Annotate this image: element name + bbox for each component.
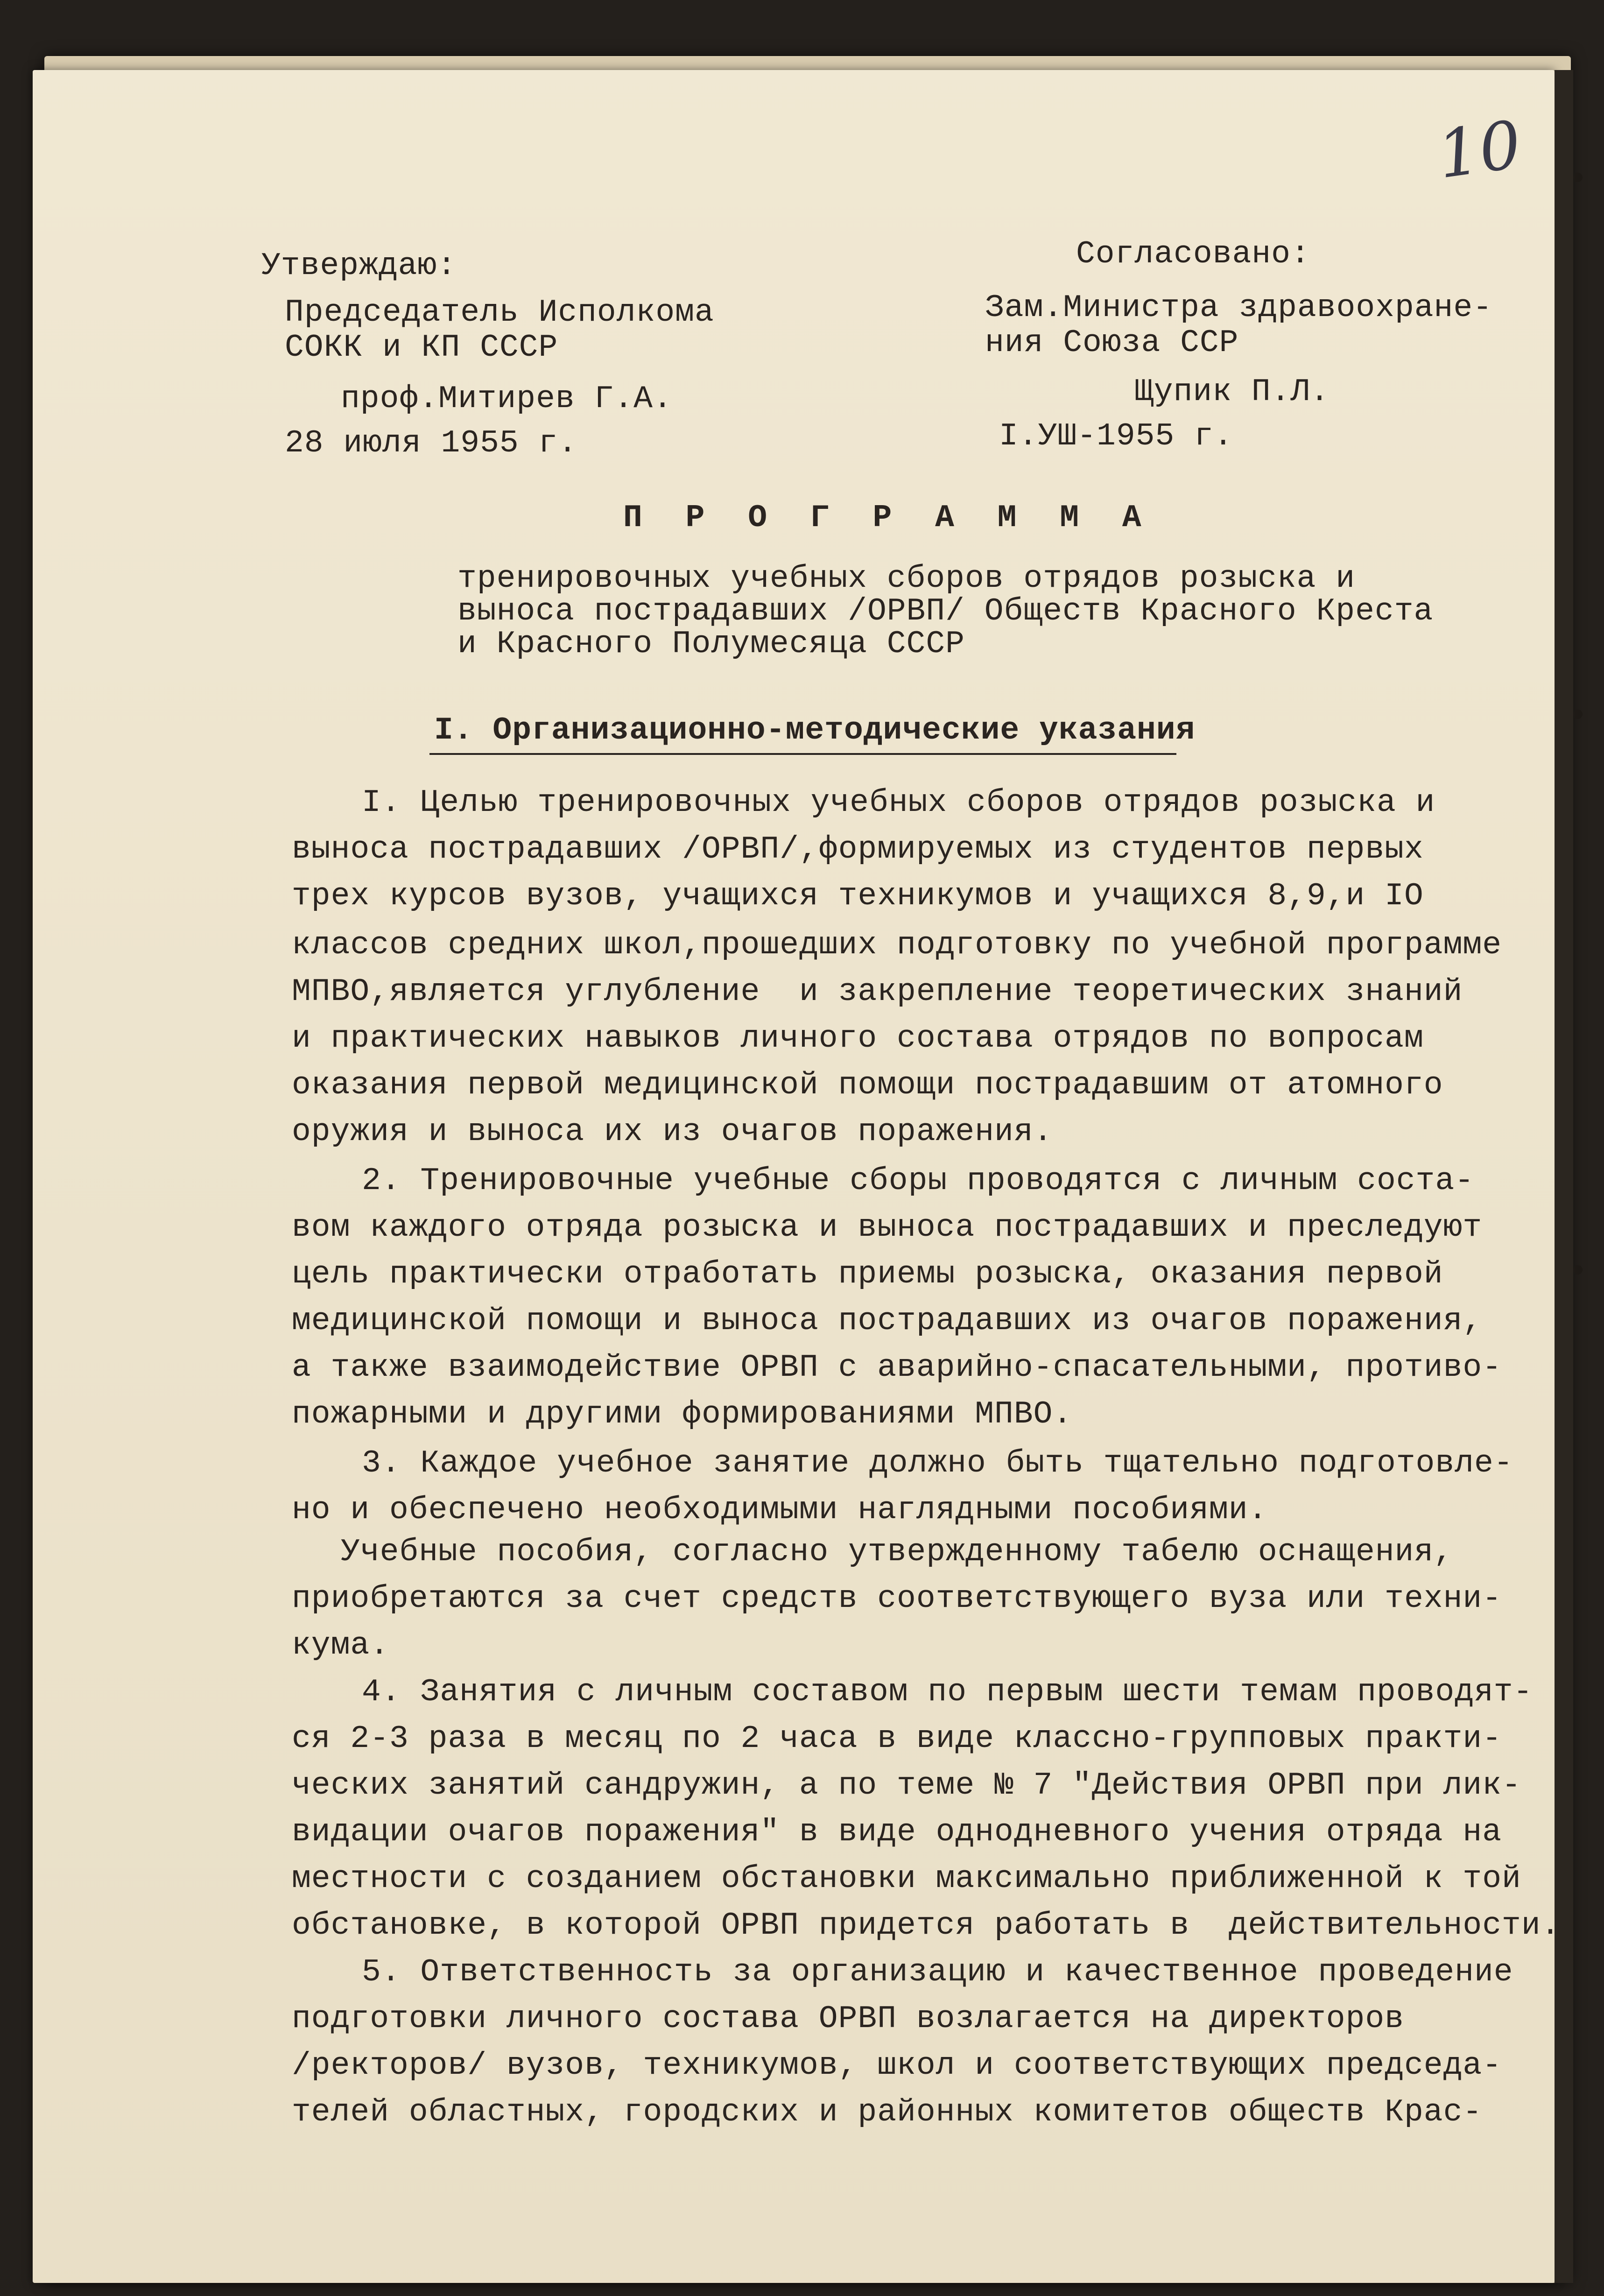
- agreement-title-line1: Зам.Министра здравоохране-: [985, 290, 1492, 326]
- section-heading: I. Организационно-методические указания: [434, 712, 1196, 748]
- body-line: ся 2-3 раза в месяц по 2 часа в виде классно-групповых практи-: [292, 1721, 1502, 1757]
- body-line: но и обеспечено необходимыми наглядными пособиями.: [292, 1492, 1268, 1528]
- body-line: пожарными и другими формированиями МПВО.: [292, 1396, 1073, 1432]
- approval-date: 28 июля 1955 г.: [285, 425, 578, 461]
- body-line: а также взаимодействие ОРВП с аварийно-спасательными, противо-: [292, 1350, 1502, 1386]
- agreement-date: I.УШ-1955 г.: [999, 418, 1233, 454]
- body-line: медицинской помощи и выноса пострадавших из очагов поражения,: [292, 1303, 1483, 1339]
- subtitle-line: и Красного Полумесяца СССР: [457, 626, 965, 662]
- body-line: Учебные пособия, согласно утвержденному табелю оснащения,: [341, 1534, 1453, 1570]
- page-number: 10: [1433, 106, 1526, 194]
- agreement-signer: Щупик П.Л.: [1134, 374, 1330, 410]
- agreement-title-line2: ния Союза ССР: [985, 325, 1239, 361]
- body-line: подготовки личного состава ОРВП возлагается на директоров: [292, 2001, 1404, 2037]
- body-line: вом каждого отряда розыска и выноса пострадавших и преследуют: [292, 1210, 1483, 1246]
- body-line: выноса пострадавших /ОРВП/,формируемых из студентов первых: [292, 831, 1424, 867]
- body-line: ческих занятий сандружин, а по теме № 7 "Действия ОРВП при лик-: [292, 1768, 1521, 1803]
- subtitle-line: выноса пострадавших /ОРВП/ Обществ Красного Креста: [457, 593, 1434, 629]
- body-line: приобретаются за счет средств соответствующего вуза или техни-: [292, 1581, 1502, 1617]
- body-line: оружия и выноса их из очагов поражения.: [292, 1114, 1053, 1150]
- body-line: трех курсов вузов, учащихся техникумов и учащихся 8,9,и IO: [292, 878, 1424, 914]
- agreement-label: Согласовано:: [1076, 236, 1310, 272]
- subtitle-line: тренировочных учебных сборов отрядов розыска и: [457, 561, 1356, 597]
- approval-title-line2: СОКК и КП СССР: [285, 330, 558, 366]
- body-line: видации очагов поражения" в виде однодневного учения отряда на: [292, 1814, 1502, 1850]
- body-line: обстановке, в которой ОРВП придется работать в действительности.: [292, 1908, 1561, 1944]
- body-line: цель практически отработать приемы розыска, оказания первой: [292, 1256, 1443, 1292]
- approval-title-line1: Председатель Исполкома: [285, 295, 714, 331]
- body-line: 2. Тренировочные учебные сборы проводятся с личным соста-: [362, 1163, 1474, 1199]
- section-heading-underline: [429, 753, 1176, 755]
- approval-signer: проф.Митирев Г.А.: [341, 381, 673, 417]
- body-line: 3. Каждое учебное занятие должно быть тщательно подготовле-: [362, 1445, 1513, 1481]
- body-line: 4. Занятия с личным составом по первым шести темам проводят-: [362, 1674, 1533, 1710]
- body-line: телей областных, городских и районных комитетов обществ Крас-: [292, 2094, 1483, 2130]
- body-line: МПВО,является углубление и закрепление теоретических знаний: [292, 974, 1463, 1010]
- body-line: /ректоров/ вузов, техникумов, школ и соответствующих председа-: [292, 2048, 1502, 2084]
- body-line: классов средних школ,прошедших подготовку по учебной программе: [292, 927, 1502, 963]
- body-line: оказания первой медицинской помощи пострадавшим от атомного: [292, 1067, 1443, 1103]
- body-line: 5. Ответственность за организацию и качественное проведение: [362, 1954, 1513, 1990]
- approval-label: Утверждаю:: [261, 248, 457, 284]
- body-line: I. Целью тренировочных учебных сборов отрядов розыска и: [362, 785, 1435, 821]
- body-line: местности с созданием обстановки максимально приближенной к той: [292, 1861, 1521, 1897]
- body-line: и практических навыков личного состава отрядов по вопросам: [292, 1021, 1424, 1056]
- document-title: П Р О Г Р А М М А: [623, 500, 1154, 536]
- body-line: кума.: [292, 1627, 390, 1663]
